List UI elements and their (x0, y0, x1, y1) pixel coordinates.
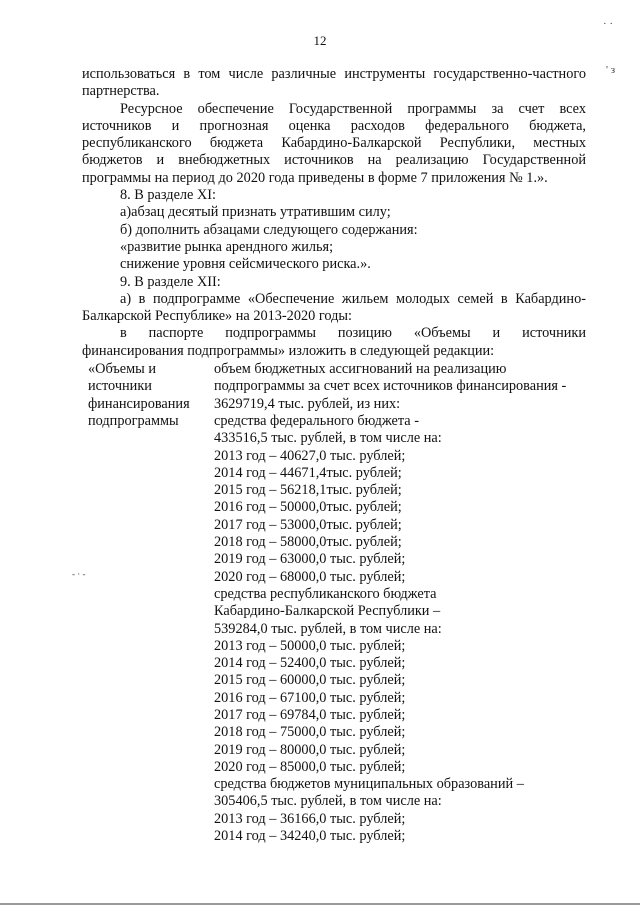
position-line: 2019 год – 80000,0 тыс. рублей; (214, 741, 406, 758)
position-block (82, 361, 586, 845)
paragraph-line: использоваться в том числе различные инструменты государственно-частного (82, 66, 586, 82)
paragraph: снижение уровня сейсмического риска.». (120, 256, 371, 273)
position-line: средства бюджетов муниципальных образований – (214, 776, 524, 793)
position-label (88, 361, 208, 430)
paragraph: «развитие рынка арендного жилья; (120, 238, 334, 255)
position-label-line: подпрограммы (88, 412, 179, 429)
position-line: 2016 год – 50000,0тыс. рублей; (214, 499, 402, 516)
position-line: Кабардино-Балкарской Республики – (214, 603, 441, 620)
paragraph-line: финансирования подпрограммы» изложить в следующей редакции: (82, 342, 495, 359)
position-line: 2016 год – 67100,0 тыс. рублей; (214, 689, 406, 706)
scan-mark: ' з (606, 64, 616, 76)
paragraph-line: программы на период до 2020 года приведены в форме 7 приложения № 1.». (82, 169, 548, 186)
position-line: 2018 год – 75000,0 тыс. рублей; (214, 724, 406, 741)
position-text (214, 361, 586, 845)
position-line: 2020 год – 85000,0 тыс. рублей; (214, 758, 406, 775)
paragraph: б) дополнить абзацами следующего содержания: (120, 221, 418, 238)
position-line: 2017 год – 69784,0 тыс. рублей; (214, 706, 406, 723)
position-line: 2013 год – 36166,0 тыс. рублей; (214, 810, 406, 827)
position-line: 2015 год – 60000,0 тыс. рублей; (214, 672, 406, 689)
position-line: средства республиканского бюджета (214, 585, 437, 602)
document-body (82, 66, 586, 845)
position-line: 539284,0 тыс. рублей, в том числе на: (214, 620, 442, 637)
position-line: 2015 год – 56218,1тыс. рублей; (214, 482, 402, 499)
paragraph: 9. В разделе XII: (120, 273, 221, 290)
position-line: 2013 год – 50000,0 тыс. рублей; (214, 637, 406, 654)
paragraph-line: а) в подпрограмме «Обеспечение жильем молодых семей в Кабардино- (120, 290, 586, 307)
position-line: средства федерального бюджета - (214, 412, 419, 429)
position-line: 3629719,4 тыс. рублей, из них: (214, 395, 401, 412)
position-line: 305406,5 тыс. рублей, в том числе на: (214, 793, 442, 810)
position-line: 2014 год – 44671,4тыс. рублей; (214, 464, 402, 481)
position-line: 2014 год – 34240,0 тыс. рублей; (214, 828, 406, 845)
paragraph-line: в паспорте подпрограммы позицию «Объемы и источники (120, 325, 586, 342)
paragraph-line: партнерства. (82, 83, 160, 100)
position-label-line: «Объемы и (88, 361, 157, 378)
paragraph-line: Ресурсное обеспечение Государственной программы за счет всех (120, 100, 586, 117)
position-line: 2019 год – 63000,0 тыс. рублей; (214, 551, 406, 568)
position-line: объем бюджетных ассигнований на реализацию (214, 361, 507, 378)
paragraph-line: республиканского бюджета Кабардино-Балкарской Республики, местных (82, 135, 586, 152)
position-line: 2017 год – 53000,0тыс. рублей; (214, 516, 402, 533)
position-line: 2014 год – 52400,0 тыс. рублей; (214, 655, 406, 672)
scan-mark: · · (603, 18, 614, 30)
position-line: 2018 год – 58000,0тыс. рублей; (214, 534, 402, 551)
position-line: подпрограммы за счет всех источников финансирования - (214, 378, 567, 395)
position-label-line: финансирования (88, 395, 190, 412)
position-line: 433516,5 тыс. рублей, в том числе на: (214, 430, 442, 447)
paragraph-line: бюджетов и внебюджетных источников на реализацию Государственной (82, 152, 586, 169)
paragraph: а)абзац десятый признать утратившим силу; (120, 204, 391, 221)
position-label-line: источники (88, 378, 152, 395)
paragraph: 8. В разделе XI: (120, 187, 217, 204)
position-line: 2020 год – 68000,0 тыс. рублей; (214, 568, 406, 585)
paragraph-line: Балкарской Республике» на 2013-2020 годы: (82, 308, 352, 325)
position-line: 2013 год – 40627,0 тыс. рублей; (214, 447, 406, 464)
paragraph-line: источников и прогнозная оценка расходов федерального бюджета, (82, 117, 586, 134)
page-number: 12 (313, 33, 327, 48)
scan-mark: - · - (72, 569, 86, 579)
